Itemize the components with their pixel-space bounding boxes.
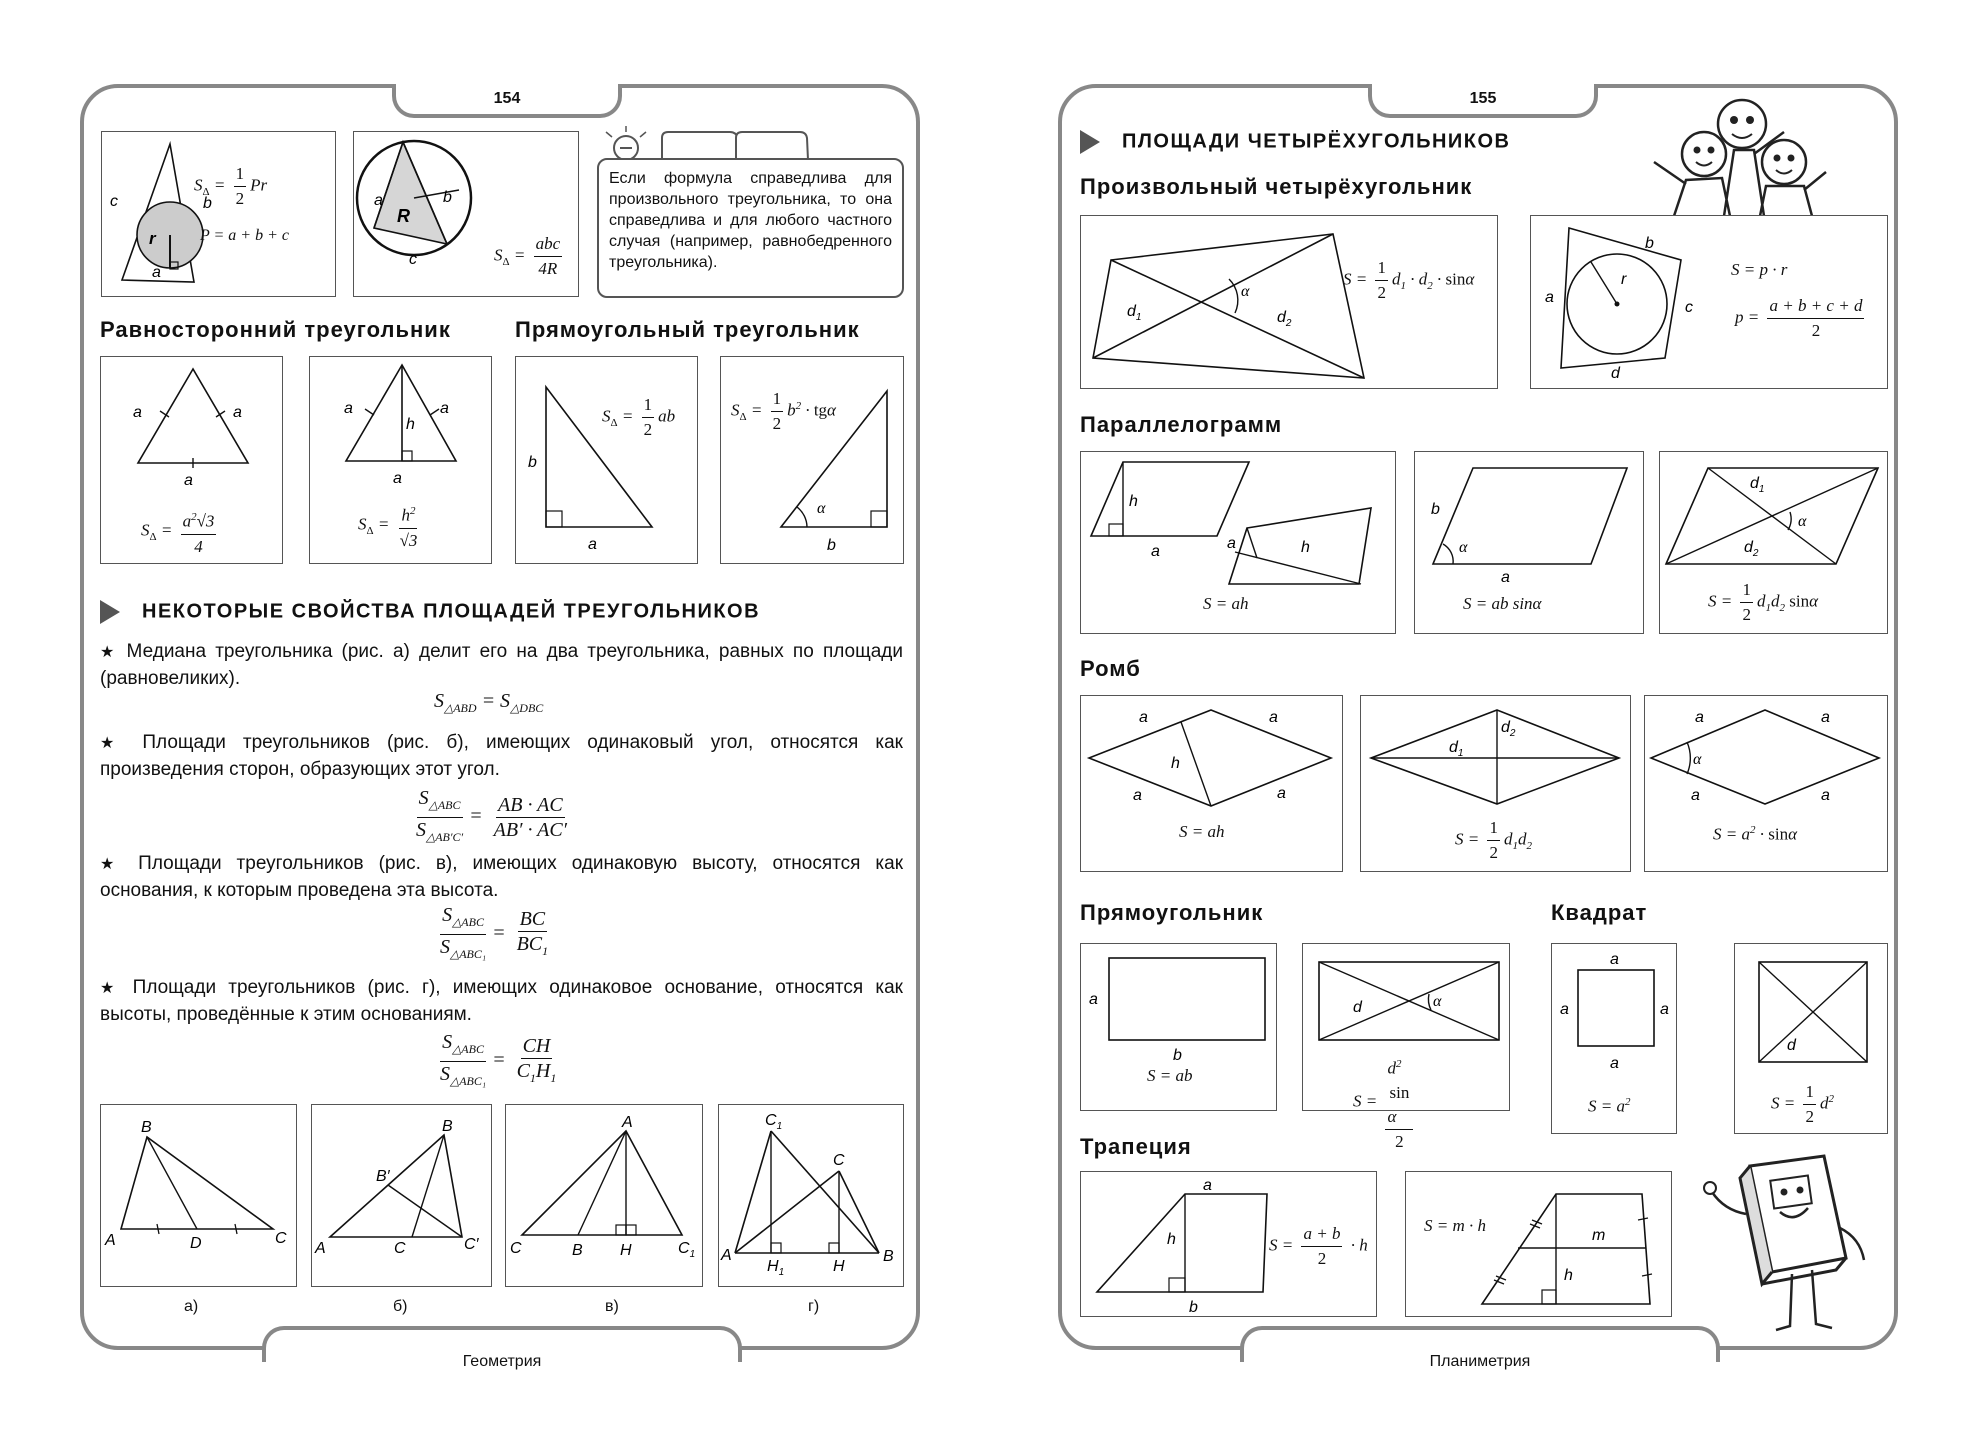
svg-text:a: a <box>1545 289 1554 306</box>
svg-text:C′: C′ <box>464 1236 479 1253</box>
star-icon: ★ <box>100 980 133 997</box>
caption-a: а) <box>184 1298 199 1315</box>
svg-text:α: α <box>1693 751 1702 768</box>
svg-text:C1: $C_1$ <box>678 1240 696 1260</box>
svg-text:r: r <box>1621 271 1627 288</box>
triangle-properties-section <box>100 600 760 624</box>
formula-rectangle-diagonal: S = $d^2$ sin α 2 <box>1353 1052 1417 1154</box>
section-arrow-icon <box>100 600 120 624</box>
svg-text:b: b <box>203 195 212 212</box>
formula-square-diagonal: S = $\frac{1}{2}$ $d^2$ <box>1771 1082 1834 1126</box>
figure-v-box <box>505 1104 703 1287</box>
right-page-number: 155 <box>1368 84 1598 118</box>
property-3: ★ Площади треугольников (рис. в), имеющих одинаковую высоту, относятся как основания, к которым проведена эта высота. <box>100 853 904 901</box>
caption-v: в) <box>605 1298 619 1315</box>
property-4: ★ Площади треугольников (рис. г), имеющих одинаковое основание, относятся как высоты, проведённые к этим основаниям. <box>100 977 903 1025</box>
heading-trapezoid: Трапеция <box>1080 1134 1192 1159</box>
section-title-triangles: НЕКОТОРЫЕ СВОЙСТВА ПЛОЩАДЕЙ ТРЕУГОЛЬНИКОВ <box>142 600 761 623</box>
rhombus-height-box <box>1080 695 1343 872</box>
svg-text:B: B <box>572 1242 583 1259</box>
rhombus-sine-figure <box>1645 696 1889 873</box>
star-icon: ★ <box>100 644 127 661</box>
formula-equilateral-height: $S_\Delta$ = $\frac{h^2}{√3}$ <box>358 499 423 553</box>
property-2: ★ Площади треугольников (рис. б), имеющих одинаковый угол, относятся как произведения сторон, образующих этот угол. <box>100 732 903 780</box>
svg-text:a: a <box>152 264 161 281</box>
formula-pr: S = p · r <box>1731 260 1788 279</box>
tangential-quad-box <box>1530 215 1888 389</box>
svg-text:b: b <box>443 189 452 206</box>
svg-text:a: a <box>1227 535 1236 552</box>
svg-text:d: d <box>1787 1037 1796 1054</box>
figure-a-median <box>101 1105 298 1288</box>
right-triangle-box <box>515 356 698 564</box>
svg-text:a: a <box>1203 1177 1212 1194</box>
heading-rectangle: Прямоугольник <box>1080 900 1264 925</box>
rhombus-sine-box <box>1644 695 1888 872</box>
svg-text:C: C <box>510 1240 522 1257</box>
svg-text:α: α <box>1433 993 1442 1010</box>
figure-v-common-height <box>506 1105 704 1288</box>
formula-incircle-area: $S_\Delta$ = $\frac{1}{2}$ Pr <box>194 164 268 208</box>
formula-parallelogram-diagonals: S = $\frac{1}{2}$ $d_1d_2$ sinα <box>1708 580 1819 624</box>
quadrilaterals-section <box>1080 130 1510 154</box>
svg-text:h: h <box>1129 493 1138 510</box>
svg-text:a: a <box>184 472 193 489</box>
children-illustration <box>1634 92 1830 216</box>
formula-trapezoid: S = $\frac{a + b}{2}$ · h <box>1269 1224 1368 1268</box>
svg-text:h: h <box>1167 1231 1176 1248</box>
formula-trapezoid-midline: S = m · h <box>1424 1216 1486 1235</box>
svg-text:C: C <box>275 1230 287 1247</box>
svg-text:A: A <box>622 1114 633 1131</box>
svg-text:C: C <box>833 1152 845 1169</box>
svg-text:d2: $d_2$ <box>1277 309 1292 329</box>
parallelogram-sine-box <box>1414 451 1644 634</box>
svg-text:d2: $d_2$ <box>1744 539 1759 559</box>
book-mascot-illustration <box>1700 1148 1880 1338</box>
svg-text:h: h <box>1171 755 1180 772</box>
right-footer-text: Планиметрия <box>1429 1353 1531 1370</box>
formula-circum-area: $S_\Delta$ = $\frac{\text{abc}}{4R}$ <box>494 234 561 278</box>
svg-text:a: a <box>374 192 383 209</box>
svg-text:H1: $H_1$ <box>767 1258 785 1278</box>
rhombus-diagonals-box <box>1360 695 1631 872</box>
svg-text:d1: $d_1$ <box>1127 303 1142 323</box>
heading-rhombus: Ромб <box>1080 656 1141 681</box>
incircle-triangle-figure <box>102 132 337 298</box>
section-title-quadrilaterals: ПЛОЩАДИ ЧЕТЫРЁХУГОЛЬНИКОВ <box>1122 130 1511 153</box>
svg-text:A: A <box>721 1247 732 1264</box>
svg-text:H: H <box>833 1258 845 1275</box>
rectangle-box <box>1080 943 1277 1111</box>
right-triangle-figure <box>516 357 699 565</box>
trapezoid-height-box <box>1080 1171 1377 1317</box>
star-icon: ★ <box>100 856 139 873</box>
svg-text:A: A <box>315 1240 326 1257</box>
svg-text:d2: $d_2$ <box>1501 719 1516 739</box>
heading-square: Квадрат <box>1551 900 1648 925</box>
formula-right-triangle-tg: $S_\Delta$ = $\frac{1}{2}$ $b^2 \cdot tg\alpha$ <box>731 389 836 433</box>
figure-g-common-base <box>719 1105 905 1288</box>
svg-text:b: b <box>827 537 836 554</box>
svg-text:a: a <box>1821 709 1830 726</box>
svg-text:D: D <box>190 1235 202 1252</box>
svg-text:α: α <box>1459 539 1468 556</box>
heading-parallelogram: Параллелограмм <box>1080 412 1283 437</box>
rectangle-diagonal-box <box>1302 943 1510 1151</box>
svg-text:B′: B′ <box>376 1168 390 1185</box>
svg-text:a: a <box>588 536 597 553</box>
svg-text:a: a <box>1695 709 1704 726</box>
svg-text:b: b <box>1431 501 1440 518</box>
svg-text:c: c <box>1685 299 1693 316</box>
formula-parallelogram-ah: S = ah <box>1203 594 1249 613</box>
property-1: ★ Медиана треугольника (рис. а) делит его на два треугольника, равных по площади (равновеликих). <box>100 641 903 689</box>
arbitrary-quad-diagonals-box <box>1080 215 1498 389</box>
svg-text:a: a <box>440 400 449 417</box>
trapezoid-midline-box <box>1405 1171 1672 1317</box>
svg-text:r: r <box>149 229 156 248</box>
formula-median: $S_{\triangle ABD} = S_{\triangle DBC}$ <box>434 690 544 715</box>
svg-text:a: a <box>1501 569 1510 586</box>
figure-b-common-angle <box>312 1105 493 1288</box>
svg-text:B: B <box>141 1119 152 1136</box>
left-page-footer <box>262 1326 742 1370</box>
svg-text:α: α <box>817 500 826 517</box>
svg-text:B: B <box>442 1118 453 1135</box>
svg-text:d: d <box>1611 365 1620 382</box>
caption-g: г) <box>808 1298 820 1315</box>
svg-text:C: C <box>394 1240 406 1257</box>
trapezoid-midline-figure <box>1406 1172 1673 1318</box>
formula-perimeter: P = a + b + c <box>200 227 289 244</box>
svg-text:a: a <box>1821 787 1830 804</box>
section-arrow-icon <box>1080 130 1100 154</box>
formula-common-height: $\frac{S_{\triangle ABC}}{S_{\triangle ABC_1}}$ = $\frac{BC}{BC_1}$ <box>440 904 549 961</box>
svg-text:H: H <box>620 1242 632 1259</box>
svg-text:a: a <box>1139 709 1148 726</box>
svg-text:b: b <box>1189 1299 1198 1316</box>
svg-text:a: a <box>344 400 353 417</box>
svg-text:B: B <box>883 1248 894 1265</box>
svg-text:h: h <box>1301 539 1310 556</box>
star-icon: ★ <box>100 735 143 752</box>
formula-equilateral: $S_\Delta$ = $\frac{a^2√3}{4}$ <box>141 505 220 559</box>
formula-right-triangle: $S_\Delta$ = $\frac{1}{2}$ ab <box>602 395 676 439</box>
figure-a-box <box>100 1104 297 1287</box>
parallelogram-height-box <box>1080 451 1396 634</box>
svg-text:α: α <box>1798 513 1807 530</box>
svg-text:c: c <box>409 251 417 268</box>
svg-text:b: b <box>1173 1047 1182 1064</box>
figure-b-box <box>311 1104 492 1287</box>
formula-rhombus-ah: S = ah <box>1179 822 1225 841</box>
svg-text:a: a <box>1133 787 1142 804</box>
svg-text:m: m <box>1592 1227 1606 1244</box>
svg-text:a: a <box>1691 787 1700 804</box>
svg-text:b: b <box>528 454 537 471</box>
svg-text:a: a <box>1610 1055 1619 1072</box>
svg-text:a: a <box>1269 709 1278 726</box>
tip-box: Если формула справедлива для произвольного треугольника, то она справедлива и для любого частного случая (например, равнобедренного треугольника). <box>597 158 904 298</box>
incircle-triangle-box <box>101 131 336 297</box>
formula-square-a2: $S = a^2$ <box>1588 1096 1631 1116</box>
formula-arbitrary-quad: S = $\frac{1}{2}$ $d_1 \cdot d_2 \cdot \sin\alpha$ <box>1343 258 1475 302</box>
figure-g-box <box>718 1104 904 1287</box>
svg-text:a: a <box>1560 1001 1569 1018</box>
svg-text:a: a <box>393 470 402 487</box>
circumcircle-triangle-box <box>353 131 579 297</box>
svg-text:a: a <box>1151 543 1160 560</box>
formula-rhombus-sine: $S = a^2 \cdot \sin\alpha$ <box>1713 824 1798 844</box>
formula-rhombus-diagonals: S = $\frac{1}{2}$ $d_1d_2$ <box>1455 818 1532 862</box>
svg-text:a: a <box>233 404 242 421</box>
left-footer-text: Геометрия <box>462 1353 542 1370</box>
svg-text:R: R <box>397 206 410 226</box>
svg-text:d1: $d_1$ <box>1449 739 1464 759</box>
rectangle-figure <box>1081 944 1278 1112</box>
svg-text:a: a <box>1089 991 1098 1008</box>
square-box <box>1551 943 1677 1134</box>
formula-common-angle: $\frac{S_{\triangle ABC}}{S_{\triangle AB'C'}}$ = $\frac{AB \cdot AC}{AB' \cdot AC'}$ <box>416 787 568 844</box>
heading-arbitrary-quadrilateral: Произвольный четырёхугольник <box>1080 174 1473 199</box>
formula-common-base: $\frac{S_{\triangle ABC}}{S_{\triangle ABC_1}}$ = $\frac{CH}{C_1H_1}$ <box>440 1031 557 1088</box>
svg-text:h: h <box>406 416 415 433</box>
svg-text:d: d <box>1353 999 1362 1016</box>
rhombus-height-figure <box>1081 696 1344 873</box>
formula-rectangle-ab: S = ab <box>1147 1066 1193 1085</box>
heading-right-triangle: Прямоугольный треугольник <box>515 317 860 342</box>
caption-b: б) <box>393 1298 408 1315</box>
heading-equilateral: Равносторонний треугольник <box>100 317 451 342</box>
svg-text:a: a <box>133 404 142 421</box>
svg-text:a: a <box>1277 785 1286 802</box>
formula-semiperimeter: p = $\frac{a + b + c + d}{2}$ <box>1735 296 1863 340</box>
svg-text:b: b <box>1645 235 1654 252</box>
svg-text:α: α <box>1241 283 1250 300</box>
right-triangle-angle-box <box>720 356 904 564</box>
svg-text:A: A <box>105 1232 116 1249</box>
svg-text:a: a <box>1610 951 1619 968</box>
right-page-footer <box>1240 1326 1720 1370</box>
svg-text:c: c <box>110 193 118 210</box>
parallelogram-diagonals-box <box>1659 451 1888 634</box>
equilateral-box <box>100 356 283 564</box>
svg-text:h: h <box>1564 1267 1573 1284</box>
svg-text:C1: $C_1$ <box>765 1112 783 1132</box>
formula-parallelogram-sine: S = ab sinα <box>1463 594 1542 613</box>
square-diagonal-box <box>1734 943 1888 1134</box>
left-page-number: 154 <box>392 84 622 118</box>
svg-text:d1: $d_1$ <box>1750 475 1765 495</box>
equilateral-height-box <box>309 356 492 564</box>
svg-text:a: a <box>1660 1001 1669 1018</box>
